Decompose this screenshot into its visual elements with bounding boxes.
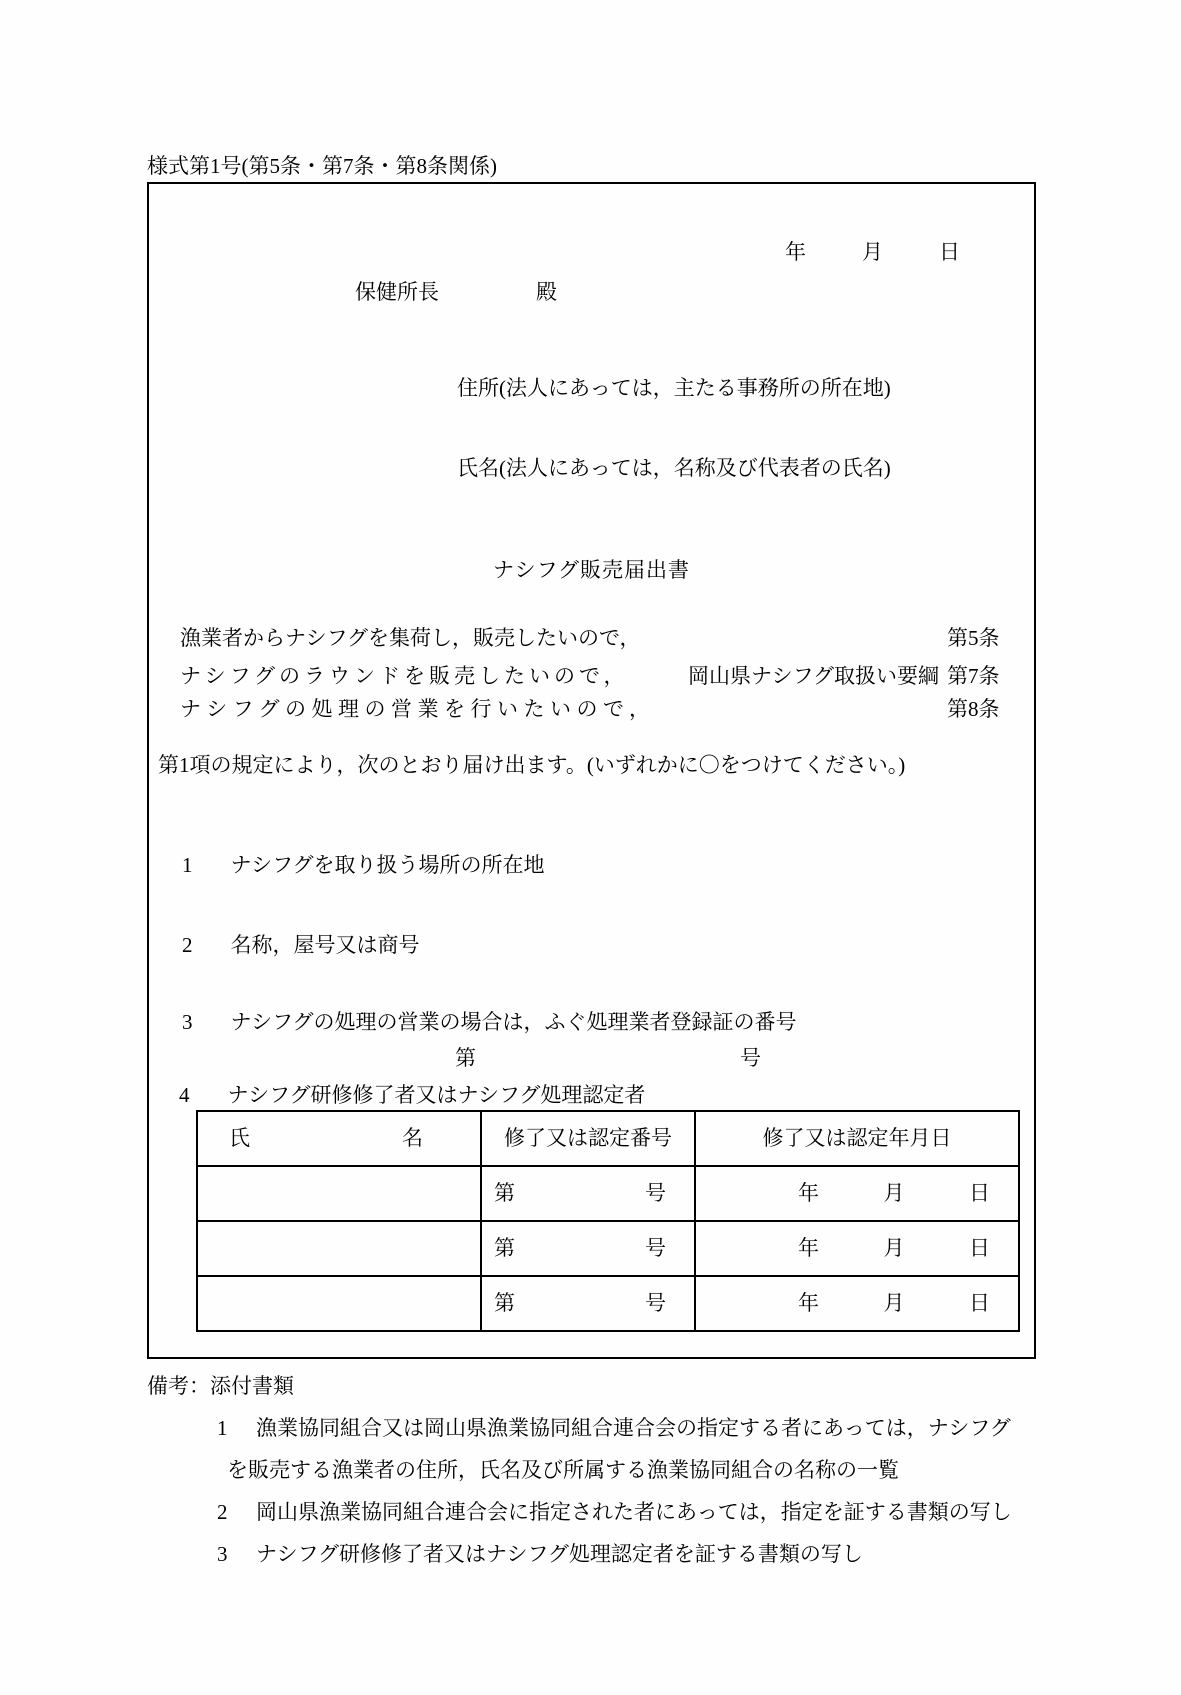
name-cell-empty — [197, 1166, 481, 1221]
month-label: 月 — [883, 1291, 905, 1315]
header-cell-number: 修了又は認定番号 — [481, 1111, 695, 1166]
number-suffix: 号 — [645, 1291, 666, 1315]
applicant-address-label: 住所(法人にあっては，主たる事務所の所在地) — [457, 376, 891, 400]
registration-number-prefix: 第 — [455, 1046, 476, 1070]
date-cell — [695, 1221, 1019, 1276]
item-1-number: 1 — [182, 853, 193, 877]
year-label: 年 — [798, 1236, 819, 1260]
day-label: 日 — [969, 1291, 990, 1315]
remark-3-line-1: ナシフグ研修修了者又はナシフグ処理認定者を証する書類の写し — [256, 1542, 863, 1566]
table-row — [197, 1166, 1019, 1221]
day-label: 日 — [969, 1181, 990, 1205]
registration-number-suffix: 号 — [740, 1046, 761, 1070]
article-label-7: 第7条 — [947, 664, 1000, 688]
article-label-8: 第8条 — [947, 697, 1000, 721]
number-cell — [481, 1221, 695, 1276]
month-label: 月 — [883, 1181, 905, 1205]
item-1-label: ナシフグを取り扱う場所の所在地 — [230, 853, 545, 877]
year-label: 年 — [798, 1291, 819, 1315]
item-4-number: 4 — [179, 1083, 190, 1107]
number-cell — [481, 1166, 695, 1221]
item-2-number: 2 — [182, 933, 193, 957]
certified-persons-table — [196, 1110, 1020, 1332]
form-item-3 — [182, 1012, 796, 1033]
date-line — [785, 242, 960, 263]
remark-1-number: 1 — [217, 1416, 228, 1440]
date-cell — [695, 1276, 1019, 1331]
addressee-honorific: 殿 — [536, 280, 557, 304]
remarks-heading: 備考：添付書類 — [147, 1374, 294, 1398]
applicant-name-label: 氏名(法人にあっては，名称及び代表者の氏名) — [457, 456, 891, 480]
purpose-line-3: ナシフグの処理の営業を行いたいので， — [180, 697, 656, 721]
number-prefix: 第 — [494, 1236, 515, 1260]
purpose-line-1: 漁業者からナシフグを集荷し，販売したいので， — [180, 626, 641, 650]
form-item-4 — [179, 1085, 645, 1106]
number-suffix: 号 — [645, 1181, 666, 1205]
remark-1-line-1: 漁業協同組合又は岡山県漁業協同組合連合会の指定する者にあっては，ナシフグ — [256, 1416, 1011, 1440]
month-label: 月 — [883, 1236, 905, 1260]
remark-2-line-1: 岡山県漁業協同組合連合会に指定された者にあっては，指定を証する書類の写し — [256, 1500, 1012, 1524]
addressee-title: 保健所長 — [355, 280, 439, 304]
table-row — [197, 1221, 1019, 1276]
number-prefix: 第 — [494, 1181, 515, 1205]
number-cell — [481, 1276, 695, 1331]
item-4-label: ナシフグ研修修了者又はナシフグ処理認定者 — [227, 1083, 646, 1107]
guideline-name: 岡山県ナシフグ取扱い要綱 — [688, 664, 939, 688]
date-month-label: 月 — [862, 240, 883, 264]
date-year-label: 年 — [785, 240, 806, 264]
document-title: ナシフグ販売届出書 — [493, 558, 690, 582]
name-cell-empty — [197, 1221, 481, 1276]
remark-1-line-2: を販売する漁業者の住所，氏名及び所属する漁業協同組合の名称の一覧 — [227, 1458, 899, 1482]
remark-2-number: 2 — [217, 1500, 228, 1524]
addressee-line — [355, 282, 557, 303]
form-border-box — [147, 182, 1036, 1359]
name-header-second-char: 名 — [402, 1126, 423, 1150]
article-label-5: 第5条 — [947, 626, 1000, 650]
number-prefix: 第 — [494, 1291, 515, 1315]
table-row — [197, 1276, 1019, 1331]
purpose-line-2: ナシフグのラウンドを販売したいので， — [180, 664, 629, 688]
form-number-label: 様式第1号(第5条・第7条・第8条関係) — [147, 154, 497, 178]
header-cell-name — [197, 1111, 481, 1166]
item-3-label: ナシフグの処理の営業の場合は，ふぐ処理業者登録証の番号 — [230, 1010, 797, 1034]
purpose-closing-sentence: 第1項の規定により，次のとおり届け出ます。(いずれかに〇をつけてください。) — [158, 753, 906, 777]
day-label: 日 — [969, 1236, 990, 1260]
item-2-label: 名称，屋号又は商号 — [230, 933, 420, 957]
year-label: 年 — [798, 1181, 819, 1205]
date-day-label: 日 — [939, 240, 960, 264]
table-header-row — [197, 1111, 1019, 1166]
date-cell — [695, 1166, 1019, 1221]
item-3-number: 3 — [182, 1010, 193, 1034]
number-suffix: 号 — [645, 1236, 666, 1260]
remark-3-number: 3 — [217, 1542, 228, 1566]
name-header-first-char: 氏 — [229, 1126, 250, 1150]
form-item-1 — [182, 855, 544, 876]
form-item-2 — [182, 935, 420, 956]
header-cell-date: 修了又は認定年月日 — [695, 1111, 1019, 1166]
name-cell-empty — [197, 1276, 481, 1331]
